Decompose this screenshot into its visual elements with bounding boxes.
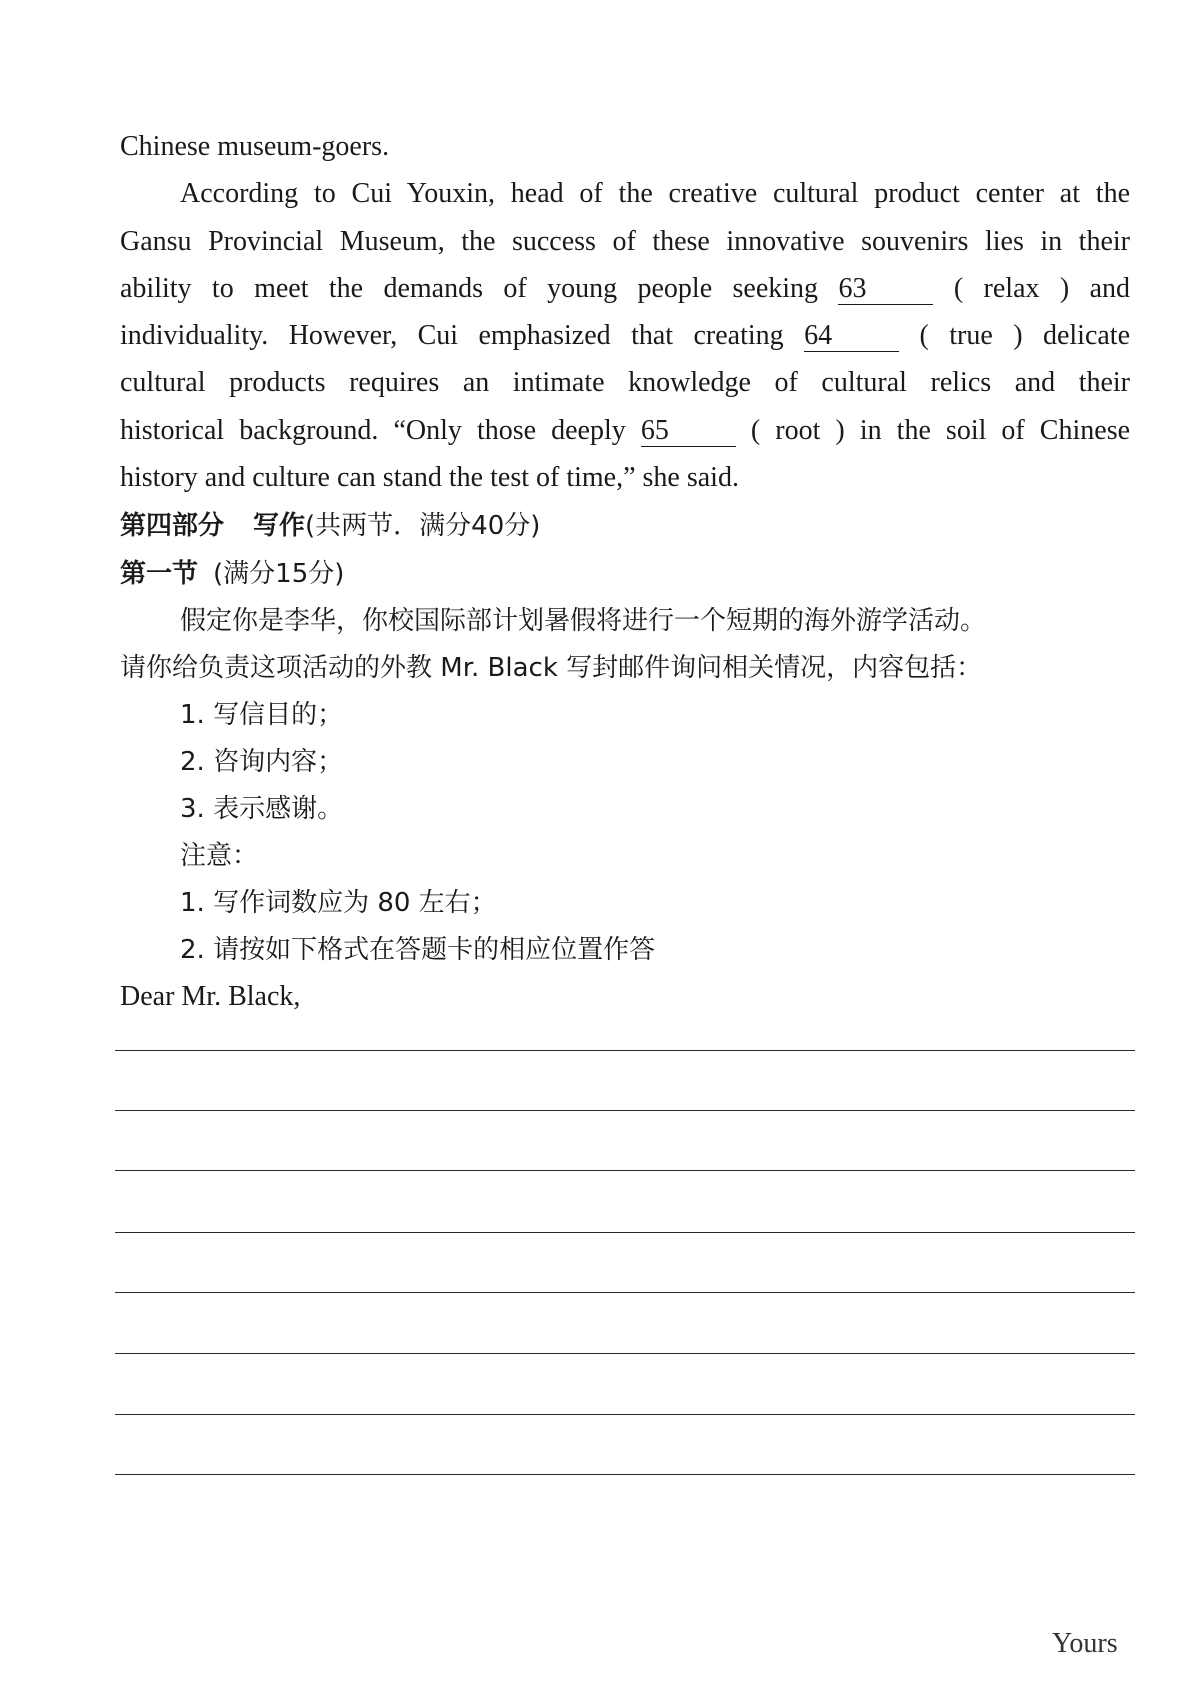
passage-text: individuality. However, Cui emphasized that creating: [120, 320, 784, 351]
answer-line[interactable]: [115, 1353, 1135, 1354]
salutation-text: Dear Mr. Black,: [120, 981, 301, 1012]
answer-line[interactable]: [115, 1232, 1135, 1233]
notice-heading: 注意：: [180, 841, 259, 871]
passage-text: historical background. “Only those deeply: [120, 415, 626, 446]
passage-text: Gansu Provincial Museum, the success of these innovative souvenirs lies in their: [120, 226, 1130, 257]
list-item: 2. 咨询内容；: [180, 747, 344, 777]
passage-line-4: [120, 272, 1130, 306]
passage-line-5: [120, 319, 1130, 353]
passage-text: According to Cui Youxin, head of the creative cultural product center at the: [180, 178, 1130, 209]
notice-label: [180, 839, 1190, 873]
section-label: 第一节: [120, 559, 199, 589]
blank-65[interactable]: 65: [641, 416, 736, 447]
answer-line[interactable]: [115, 1414, 1135, 1415]
list-item: 1. 写信目的；: [180, 700, 344, 730]
blank-64[interactable]: 64: [804, 321, 899, 352]
passage-text: ability to meet the demands of young people seeking: [120, 273, 819, 304]
task-line-2: [120, 651, 1130, 685]
word-hint: ( true ): [919, 320, 1023, 351]
letter-closing: Yours: [1052, 1628, 1118, 1659]
answer-line[interactable]: [115, 1474, 1135, 1475]
word-hint: ( relax ): [953, 273, 1070, 304]
task-line-1: [180, 604, 1190, 638]
part-note: (共两节．满分40分): [305, 511, 541, 541]
passage-line-7: [120, 414, 1130, 448]
blank-63[interactable]: 63: [838, 274, 933, 305]
passage-line-6: [120, 366, 1130, 400]
passage-text: in the soil of Chinese: [859, 415, 1131, 446]
passage-text: delicate: [1042, 320, 1131, 351]
list-item: 2. 请按如下格式在答题卡的相应位置作答: [180, 935, 656, 965]
passage-line-2: [180, 177, 1130, 211]
part-title: 写作: [253, 511, 306, 541]
part-label: 第四部分: [120, 511, 225, 541]
letter-salutation: [120, 980, 1130, 1014]
task-item-3: [180, 792, 1190, 826]
task-item-1: [180, 698, 1190, 732]
answer-line[interactable]: [115, 1292, 1135, 1293]
passage-line-3: [120, 225, 1130, 259]
task-text: 请你给负责这项活动的外教 Mr. Black 写封邮件询问相关情况，内容包括：: [120, 653, 983, 683]
task-text: 假定你是李华，你校国际部计划暑假将进行一个短期的海外游学活动。: [180, 606, 987, 636]
section1-heading: [120, 557, 1130, 591]
word-hint: ( root ): [750, 415, 845, 446]
notice-item-1: [180, 886, 1190, 920]
task-item-2: [180, 745, 1190, 779]
list-item: 3. 表示感谢。: [180, 794, 344, 824]
notice-item-2: [180, 933, 1190, 967]
answer-line[interactable]: [115, 1050, 1135, 1051]
passage-text: and: [1089, 273, 1131, 304]
passage-line-1: [120, 130, 1130, 164]
passage-text: history and culture can stand the test of time,” she said.: [120, 462, 739, 493]
passage-text: cultural products requires an intimate knowledge of cultural relics and their: [120, 367, 1130, 398]
answer-line[interactable]: [115, 1110, 1135, 1111]
section-note: (满分15分): [213, 559, 345, 589]
part4-heading: [120, 509, 1130, 543]
passage-line-8: [120, 461, 1130, 495]
answer-line[interactable]: [115, 1170, 1135, 1171]
list-item: 1. 写作词数应为 80 左右；: [180, 888, 497, 918]
passage-text: Chinese museum-goers.: [120, 131, 390, 162]
